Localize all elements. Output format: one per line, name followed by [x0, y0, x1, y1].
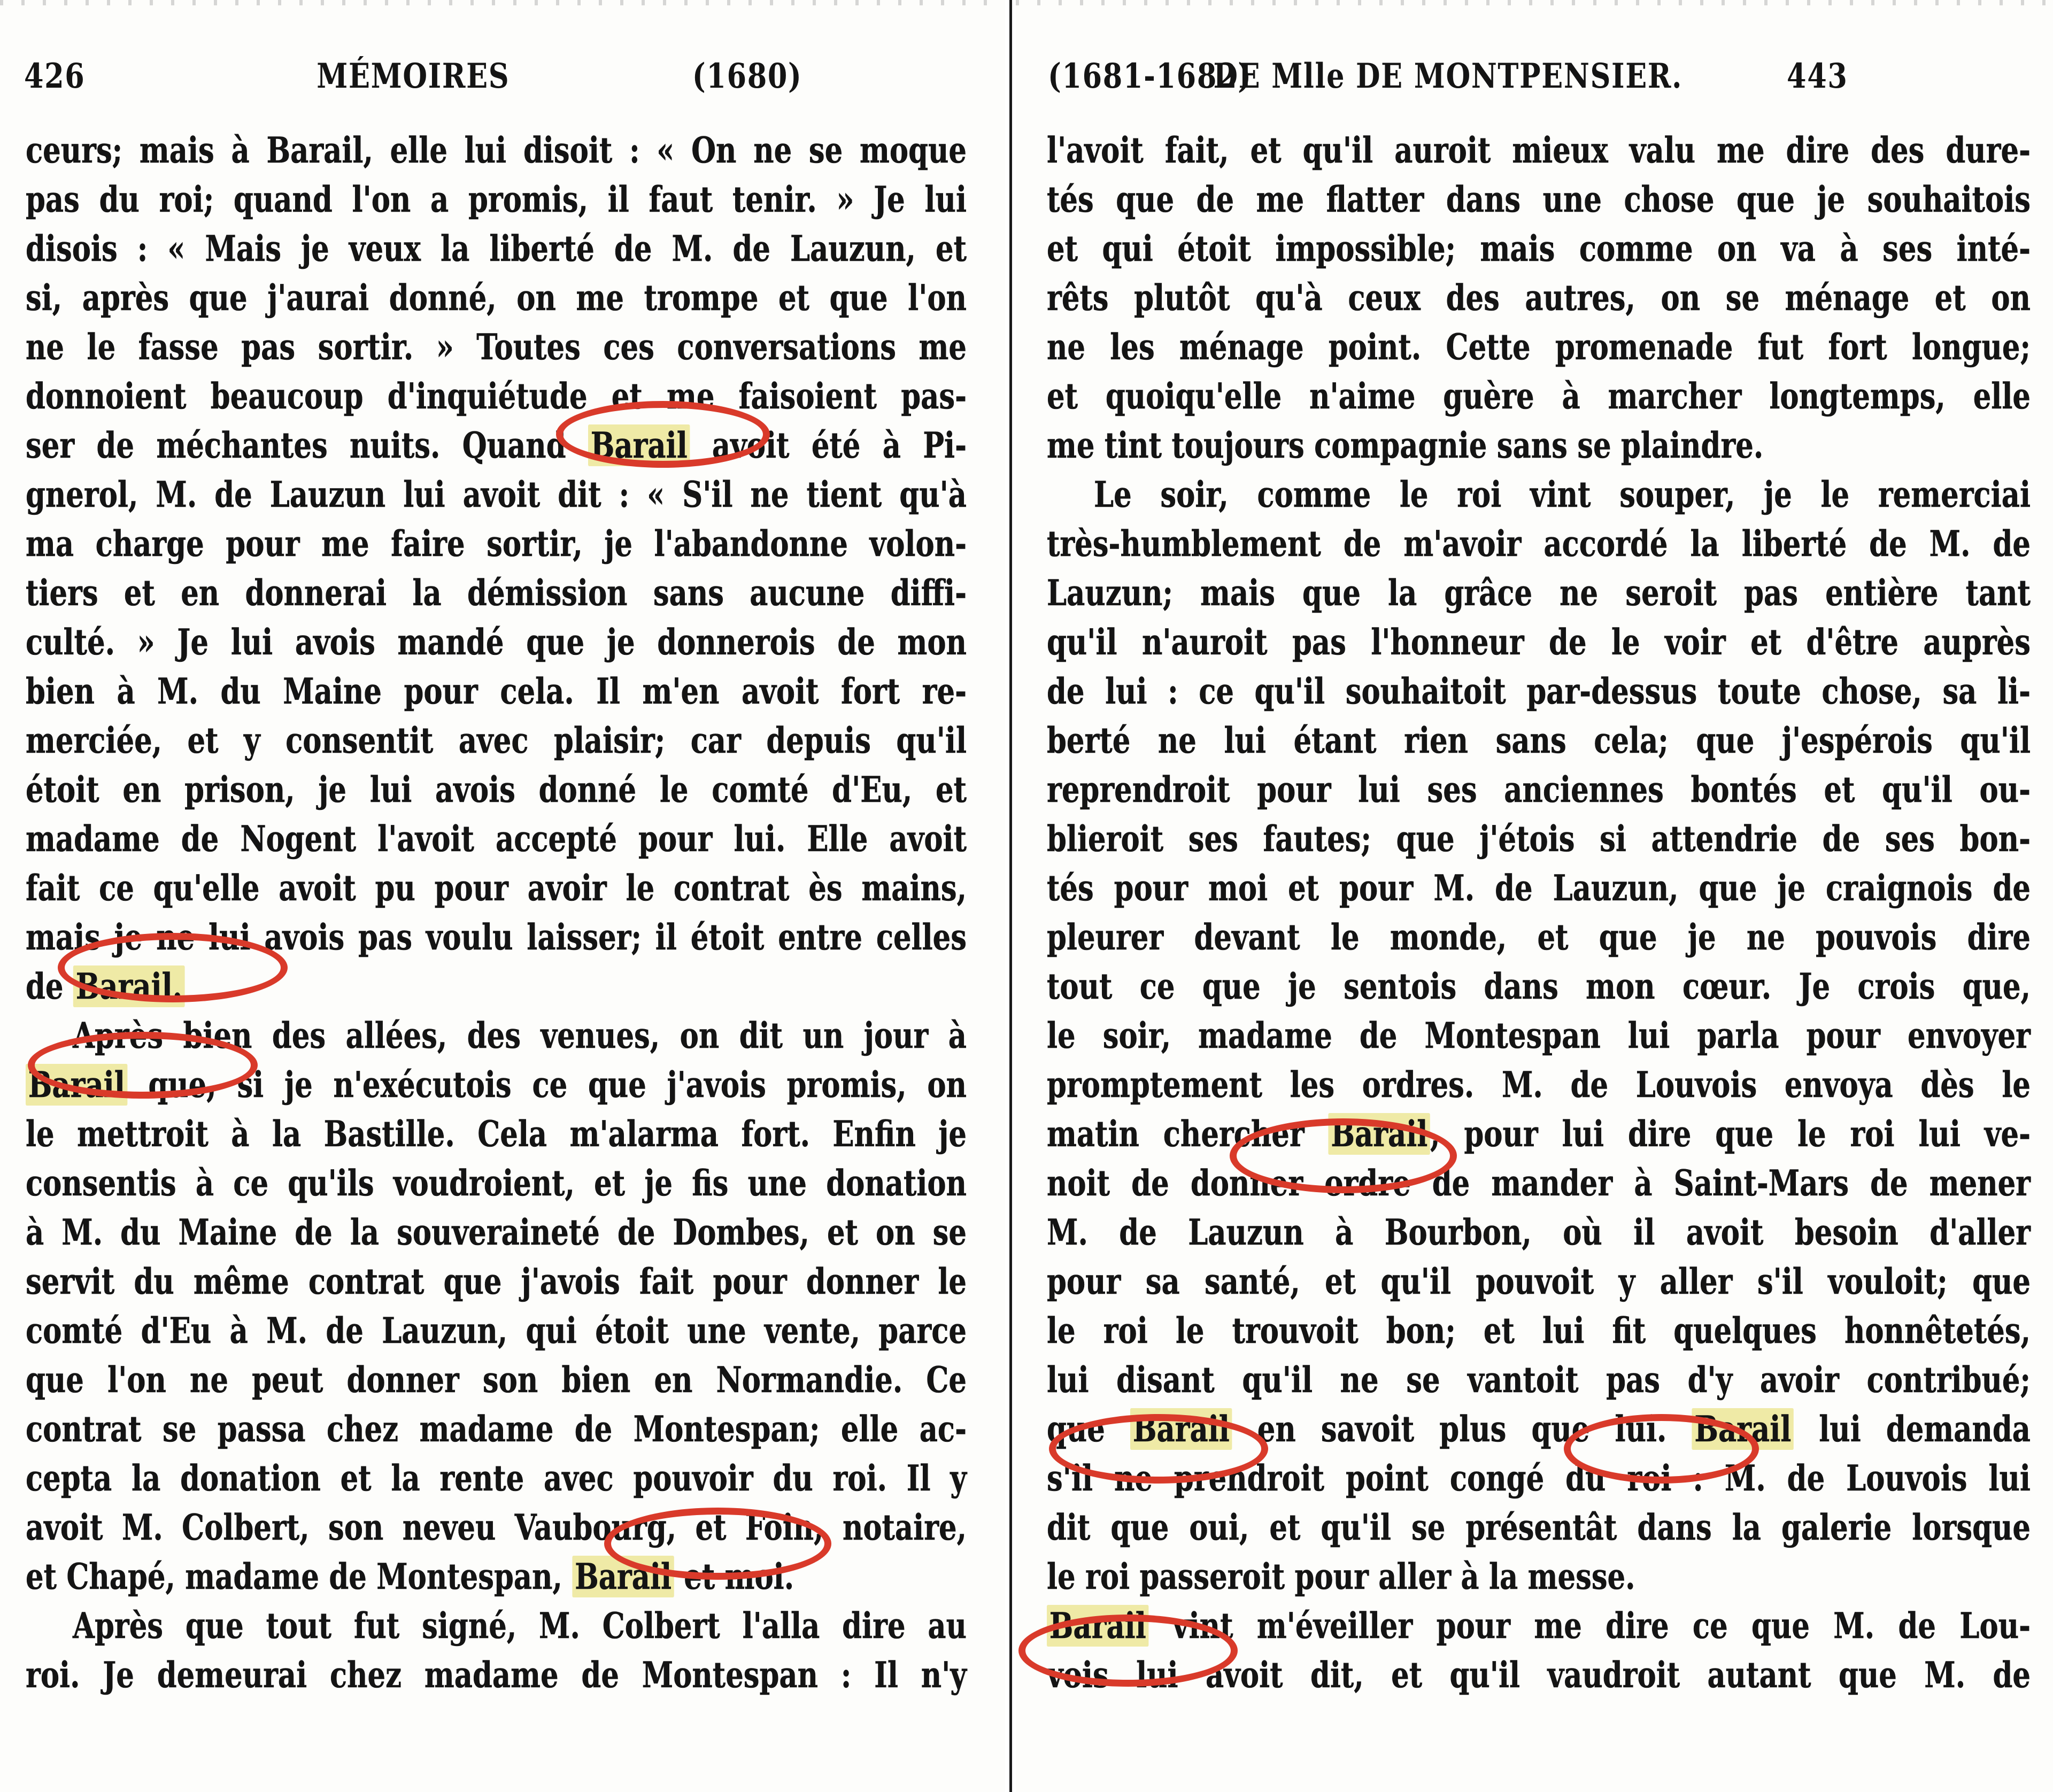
text-line: Après bien des allées, des venues, on dit un jour à — [73, 1015, 967, 1056]
text-line: le roi passeroit pour aller à la messe. — [1047, 1556, 1635, 1597]
running-title: DE Mlle DE MONTPENSIER. — [1213, 56, 1683, 96]
text-line: disois : « Mais je veux la liberté de M. de Lauzun, et — [26, 228, 967, 269]
scan-edge-marks — [1016, 0, 2053, 5]
text-line: consentis à ce qu'ils voudroient, et je fis une donation — [26, 1162, 967, 1204]
text-line: Le soir, comme le roi vint souper, je le remerciai — [1094, 474, 2031, 515]
book-gutter — [1005, 0, 1016, 1792]
text-line: culté. » Je lui avois mandé que je donnerois de mon — [26, 621, 967, 663]
text-line: lui disant qu'il ne se vantoit pas d'y avoir contribué; — [1047, 1359, 2031, 1401]
text-line: ser de méchantes nuits. Quand Barail avoit été à Pi- — [26, 424, 967, 466]
text-line: rêts plutôt qu'à ceux des autres, on se ménage et on — [1047, 277, 2031, 319]
text-line: Barail que, si je n'exécutois ce que j'avois promis, on — [26, 1060, 967, 1109]
text-line: madame de Nogent l'avoit accepté pour lui. Elle avoit — [26, 818, 967, 860]
text-line: et Chapé, madame de Montespan, Barail et moi. — [26, 1556, 794, 1597]
page-text — [1047, 126, 2031, 1700]
text-line: fait ce qu'elle avoit pu pour avoir le contrat ès mains, — [26, 867, 967, 909]
text-line: très-humblement de m'avoir accordé la liberté de M. de — [1047, 523, 2031, 565]
highlighted-name: Barail. — [73, 965, 185, 1007]
text-line: merciée, et y consentit avec plaisir; car depuis qu'il — [26, 720, 967, 761]
page-number: 426 — [24, 56, 86, 96]
text-line: pour sa santé, et qu'il pouvoit y aller s'il vouloit; que — [1047, 1261, 2031, 1302]
text-line: le mettroit à la Bastille. Cela m'alarma fort. Enfin je — [26, 1113, 967, 1155]
text-line: avoit M. Colbert, son neveu Vaubourg, et Foin, notaire, — [26, 1507, 967, 1548]
text-line: le soir, madame de Montespan lui parla pour envoyer — [1047, 1015, 2031, 1056]
right-book-page — [1016, 0, 2053, 1792]
text-line: M. de Lauzun à Bourbon, où il avoit besoin d'aller — [1047, 1211, 2031, 1253]
text-line: que Barail en savoit plus que lui. Barail lui demanda — [1047, 1408, 2031, 1450]
highlighted-name: Barail — [1047, 1605, 1149, 1647]
highlighted-name: Barail — [26, 1064, 128, 1106]
text-line: ne le fasse pas sortir. » Toutes ces conversations me — [26, 326, 967, 368]
text-line: le roi le trouvoit bon; et lui fit quelques honnêtetés, — [1047, 1310, 2031, 1351]
left-book-page — [0, 0, 1005, 1792]
text-line: si, après que j'aurai donné, on me trompe et que l'on — [26, 277, 967, 319]
running-header — [1048, 56, 1848, 104]
text-line: roi. Je demeurai chez madame de Montespan : Il n'y — [26, 1654, 967, 1696]
text-line: ma charge pour me faire sortir, je l'abandonne volon- — [26, 523, 967, 565]
text-line: dit que oui, et qu'il se présentât dans la galerie lorsque — [1047, 1507, 2031, 1548]
text-line: comté d'Eu à M. de Lauzun, qui étoit une vente, parce — [26, 1310, 967, 1351]
text-line: ne les ménage point. Cette promenade fut fort longue; — [1047, 326, 2031, 368]
page-number: 443 — [1787, 56, 1848, 96]
text-line: et qui étoit impossible; mais comme on va à ses inté- — [1047, 228, 2031, 269]
text-line: tiers et en donnerai la démission sans aucune diffi- — [26, 572, 967, 614]
highlighted-name: Barail — [1329, 1113, 1431, 1155]
text-line: de Barail. — [26, 962, 967, 1011]
text-line: l'avoit fait, et qu'il auroit mieux valu me dire des dure- — [1047, 129, 2031, 171]
text-line: Lauzun; mais que la grâce ne seroit pas entière tant — [1047, 572, 2031, 614]
year-range: (1680) — [692, 56, 802, 96]
running-header — [24, 56, 802, 104]
text-line: matin chercher Barail, pour lui dire que le roi lui ve- — [1047, 1113, 2031, 1155]
text-line: vois lui avoit dit, et qu'il vaudroit autant que M. de — [1047, 1654, 2031, 1696]
text-line: pleurer devant le monde, et que je ne pouvois dire — [1047, 916, 2031, 958]
text-line: reprendroit pour lui ses anciennes bontés et qu'il ou- — [1047, 769, 2031, 810]
text-line: que l'on ne peut donner son bien en Normandie. Ce — [26, 1359, 967, 1401]
text-line: à M. du Maine de la souveraineté de Dombes, et on se — [26, 1211, 967, 1253]
text-line: mais je ne lui avois pas voulu laisser; il étoit entre celles — [26, 916, 967, 958]
text-line: Barail vint m'éveiller pour me dire ce que M. de Lou- — [1047, 1601, 2031, 1650]
text-line: gnerol, M. de Lauzun lui avoit dit : « S'il ne tient qu'à — [26, 474, 967, 515]
text-line: servit du même contrat que j'avois fait pour donner le — [26, 1261, 967, 1302]
text-line: qu'il n'auroit pas l'honneur de le voir et d'être auprès — [1047, 621, 2031, 663]
text-line: berté ne lui étant rien sans cela; que j'espérois qu'il — [1047, 720, 2031, 761]
year-range: (1681-1682) — [1048, 56, 1252, 96]
scan-edge-marks — [0, 0, 1005, 5]
highlighted-name: Barail — [1130, 1408, 1232, 1450]
highlighted-name: Barail — [1692, 1408, 1794, 1450]
text-line: s'il ne prendroit point congé du roi : M. de Louvois lui — [1047, 1457, 2031, 1499]
text-line: donnoient beaucoup d'inquiétude et me faisoient pas- — [26, 375, 967, 417]
text-line: Après que tout fut signé, M. Colbert l'alla dire au — [73, 1605, 967, 1647]
text-line: promptement les ordres. M. de Louvois envoya dès le — [1047, 1064, 2031, 1106]
highlighted-name: Barail — [572, 1556, 674, 1597]
text-line: de lui : ce qu'il souhaitoit par-dessus toute chose, sa li- — [1047, 670, 2031, 712]
text-line: ceurs; mais à Barail, elle lui disoit : « On ne se moque — [26, 129, 967, 171]
text-line: tés que de me flatter dans une chose que je souhaitois — [1047, 179, 2031, 220]
text-line: noit de donner ordre de mander à Saint-Mars de mener — [1047, 1162, 2031, 1204]
text-line: blieroit ses fautes; que j'étois si attendrie de ses bon- — [1047, 818, 2031, 860]
text-line: tout ce que je sentois dans mon cœur. Je crois que, — [1047, 965, 2031, 1007]
text-line: étoit en prison, je lui avois donné le comté d'Eu, et — [26, 769, 967, 810]
page-text — [26, 126, 967, 1700]
text-line: contrat se passa chez madame de Montespan; elle ac- — [26, 1408, 967, 1450]
text-line: me tint toujours compagnie sans se plaindre. — [1047, 424, 1764, 466]
highlighted-name: Barail — [588, 424, 690, 466]
text-line: cepta la donation et la rente avec pouvoir du roi. Il y — [26, 1457, 967, 1499]
text-line: et quoiqu'elle n'aime guère à marcher longtemps, elle — [1047, 375, 2031, 417]
running-title: MÉMOIRES — [317, 56, 510, 96]
text-line: pas du roi; quand l'on a promis, il faut tenir. » Je lui — [26, 179, 967, 220]
text-line: bien à M. du Maine pour cela. Il m'en avoit fort re- — [26, 670, 967, 712]
text-line: tés pour moi et pour M. de Lauzun, que je craignois de — [1047, 867, 2031, 909]
